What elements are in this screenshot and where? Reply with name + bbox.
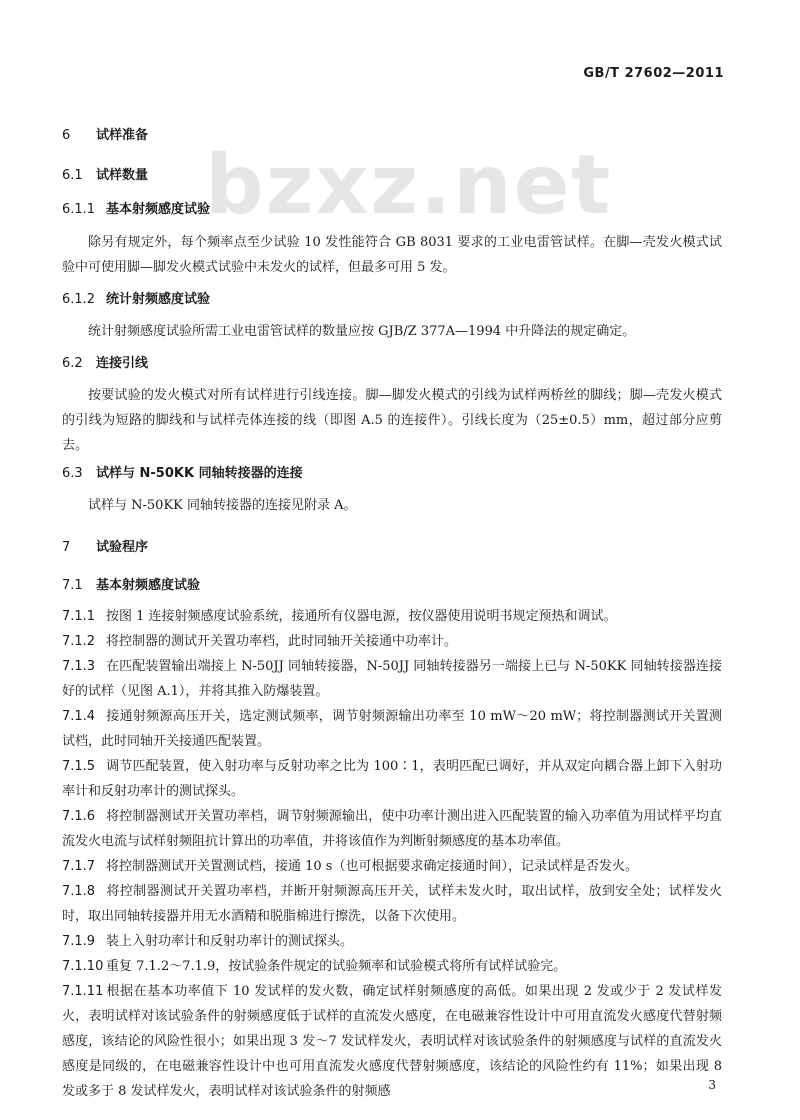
clause-7-1-2 bbox=[62, 629, 722, 654]
clause-7-1-10 bbox=[62, 954, 722, 979]
section-6-2-heading bbox=[62, 356, 722, 372]
clause-number: 7.1.5 bbox=[62, 759, 96, 774]
section-7-1-heading bbox=[62, 578, 722, 594]
section-title: 试样准备 bbox=[96, 128, 149, 143]
clause-text: 将控制器的测试开关置功率档，此时同轴开关接通中功率计。 bbox=[106, 634, 458, 649]
clause-7-1-6 bbox=[62, 804, 722, 854]
clause-7-1-9 bbox=[62, 929, 722, 954]
clause-7-1-8 bbox=[62, 879, 722, 929]
clause-list bbox=[62, 604, 722, 1104]
clause-number: 7.1.11 bbox=[62, 984, 104, 999]
clause-text: 接通射频源高压开关，选定测试频率，调节射频源输出功率至 10 mW～20 mW；将控制器测试开关置测试档，此时同轴开关接通匹配装置。 bbox=[62, 709, 722, 749]
clause-number: 7.1.8 bbox=[62, 884, 96, 899]
section-number: 6 bbox=[62, 128, 71, 143]
section-6-1-1-heading bbox=[62, 202, 722, 218]
section-6-1-2-heading bbox=[62, 292, 722, 308]
clause-text: 将控制器测试开关置功率档，调节射频源输出，使中功率计测出进入匹配装置的输入功率值为用试样平均直流发火电流与试样射频阻抗计算出的功率值，并将该值作为判断射频感度的基本功率值。 bbox=[62, 809, 722, 849]
section-6-3-heading bbox=[62, 466, 722, 482]
clause-number: 7.1.10 bbox=[62, 959, 104, 974]
section-title: 统计射频感度试验 bbox=[106, 292, 211, 307]
clause-number: 7.1.4 bbox=[62, 709, 96, 724]
section-7-heading bbox=[62, 540, 722, 556]
clause-text: 根据在基本功率值下 10 发试样的发火数，确定试样射频感度的高低。如果出现 2 发或少于 2 发试样发火，表明试样对该试验条件的射频感度低于试样的直流发火感度，在电磁兼容性设计中可用直流发火感度代替射频感度，该结论的风险性很小；如果出现 3 发～7 发试样发火，表明试样对该试验条件的射频感度与试样的直流发火感度是同级的，在电磁兼容性设计中也可用直流发火感度代替射频感度，该结论的风险性约有 11%；如果出现 8 发或多于 8 发试样发火，表明试样对该试验条件的射频感 bbox=[62, 984, 722, 1099]
section-number: 6.1.1 bbox=[62, 202, 96, 217]
clause-7-1-3 bbox=[62, 654, 722, 704]
clause-7-1-7 bbox=[62, 854, 722, 879]
clause-number: 7.1.9 bbox=[62, 934, 96, 949]
clause-number: 7.1.2 bbox=[62, 634, 96, 649]
section-number: 6.3 bbox=[62, 466, 83, 481]
section-number: 7.1 bbox=[62, 578, 83, 593]
section-6-2-paragraph: 按要试验的发火模式对所有试样进行引线连接。脚—脚发火模式的引线为试样两桥丝的脚线；脚—壳发火模式的引线为短路的脚线和与试样壳体连接的线（即图 A.5 的连接件）。引线长度为（25±0.5）mm，超过部分应剪去。 bbox=[62, 388, 722, 453]
clause-number: 7.1.6 bbox=[62, 809, 96, 824]
clause-text: 在匹配装置输出端接上 N-50JJ 同轴转接器，N-50JJ 同轴转接器另一端接上已与 N-50KK 同轴转接器连接好的试样（见图 A.1），并将其推入防爆装置。 bbox=[62, 659, 722, 699]
section-title: 连接引线 bbox=[96, 356, 149, 371]
standard-code: GB/T 27602—2011 bbox=[583, 66, 724, 81]
clause-text: 装上入射功率计和反射功率计的测试探头。 bbox=[106, 934, 354, 949]
clause-7-1-1 bbox=[62, 604, 722, 629]
section-title: 试样数量 bbox=[96, 168, 149, 183]
section-title: 基本射频感度试验 bbox=[106, 202, 211, 217]
clause-text: 将控制器测试开关置测试档，接通 10 s（也可根据要求确定接通时间），记录试样是否发火。 bbox=[106, 859, 638, 874]
section-6-3-paragraph: 试样与 N-50KK 同轴转接器的连接见附录 A。 bbox=[88, 498, 357, 513]
section-6-1-1-paragraph: 除另有规定外，每个频率点至少试验 10 发性能符合 GB 8031 要求的工业电雷管试样。在脚—壳发火模式试验中可使用脚—脚发火模式试验中未发火的试样，但最多可用 5 发。 bbox=[62, 235, 722, 275]
clause-text: 调节匹配装置，使入射功率与反射功率之比为 100∶1，表明匹配已调好，并从双定向耦合器上卸下入射功率计和反射功率计的测试探头。 bbox=[62, 759, 722, 799]
clause-number: 7.1.7 bbox=[62, 859, 96, 874]
section-6-heading bbox=[62, 128, 722, 144]
clause-number: 7.1.3 bbox=[62, 659, 96, 674]
clause-7-1-4 bbox=[62, 704, 722, 754]
section-title: 试样与 N-50KK 同轴转接器的连接 bbox=[96, 466, 303, 481]
section-6-1-2-paragraph: 统计射频感度试验所需工业电雷管试样的数量应按 GJB/Z 377A—1994 中升降法的规定确定。 bbox=[88, 324, 636, 339]
watermark: bzxz.net bbox=[205, 138, 613, 233]
section-number: 6.2 bbox=[62, 356, 83, 371]
section-number: 6.1.2 bbox=[62, 292, 96, 307]
section-6-1-heading bbox=[62, 168, 722, 184]
clause-text: 按图 1 连接射频感度试验系统，接通所有仪器电源，按仪器使用说明书规定预热和调试。 bbox=[106, 609, 617, 624]
clause-text: 将控制器测试开关置功率档，并断开射频源高压开关，试样未发火时，取出试样，放到安全处；试样发火时，取出同轴转接器并用无水酒精和脱脂棉进行擦洗，以备下次使用。 bbox=[62, 884, 722, 924]
clause-number: 7.1.1 bbox=[62, 609, 96, 624]
clause-7-1-5 bbox=[62, 754, 722, 804]
clause-7-1-11 bbox=[62, 979, 722, 1104]
section-title: 试验程序 bbox=[96, 540, 149, 555]
clause-text: 重复 7.1.2～7.1.9，按试验条件规定的试验频率和试验模式将所有试样试验完。 bbox=[106, 959, 567, 974]
section-number: 7 bbox=[62, 540, 71, 555]
page-number: 3 bbox=[708, 1078, 716, 1092]
section-number: 6.1 bbox=[62, 168, 83, 183]
section-title: 基本射频感度试验 bbox=[96, 578, 201, 593]
